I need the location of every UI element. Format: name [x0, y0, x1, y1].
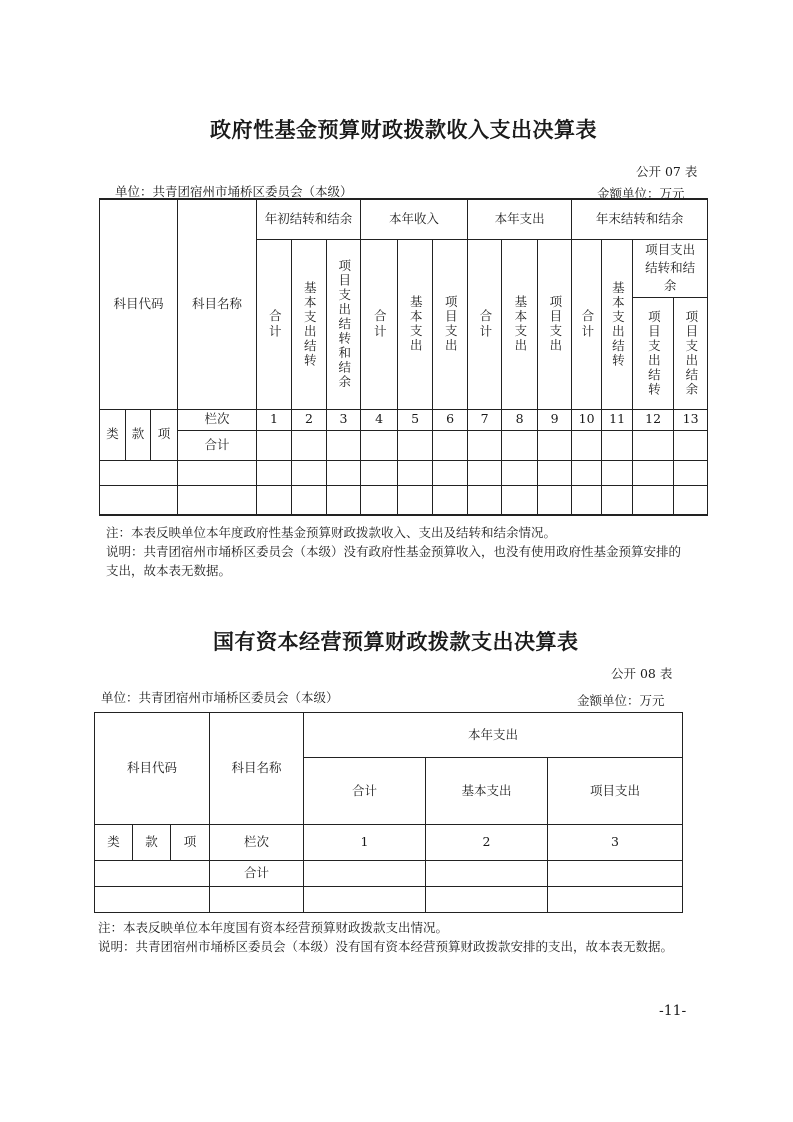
begin-basic-carry-header: 基本支出结转 [292, 239, 327, 409]
table-cell [468, 460, 502, 485]
t2-lei-label: 类 [95, 825, 133, 861]
table-cell [100, 460, 178, 485]
table-cell [304, 861, 426, 887]
table-cell [257, 430, 292, 460]
t2-expense-header: 本年支出 [304, 713, 683, 758]
row-index-label: 栏次 [178, 409, 257, 430]
t2-subject-code-header: 科目代码 [95, 713, 210, 825]
table-cell [468, 430, 502, 460]
table-cell [433, 430, 468, 460]
table-cell [572, 430, 602, 460]
table-cell [257, 485, 292, 515]
col-number: 2 [292, 409, 327, 430]
table-cell [327, 430, 361, 460]
t2-subject-name-header: 科目名称 [210, 713, 304, 825]
table-cell [633, 430, 674, 460]
end-project-carry-header: 项目支出结转 [633, 297, 674, 409]
income-basic-header: 基本支出 [398, 239, 433, 409]
table-cell [292, 460, 327, 485]
col-number: 5 [398, 409, 433, 430]
xiang-label: 项 [151, 409, 178, 460]
table1-amount-unit: 金额单位：万元 [597, 186, 685, 201]
table-cell [361, 460, 398, 485]
table-cell [572, 460, 602, 485]
table-cell [426, 887, 548, 913]
table-cell [292, 485, 327, 515]
table-cell [602, 460, 633, 485]
expense-header: 本年支出 [468, 199, 572, 239]
table-cell [538, 485, 572, 515]
table1 [99, 198, 708, 516]
begin-carry-header: 年初结转和结余 [257, 199, 361, 239]
t2-col-number: 3 [548, 825, 683, 861]
table2-title: 国有资本经营预算财政拨款支出决算表 [213, 630, 579, 654]
table2-amount-unit: 金额单位：万元 [577, 693, 665, 708]
t2-basic-header: 基本支出 [426, 758, 548, 825]
table-cell [602, 485, 633, 515]
table-cell [100, 485, 178, 515]
table-cell [327, 485, 361, 515]
table-cell [398, 430, 433, 460]
expense-basic-header: 基本支出 [502, 239, 538, 409]
begin-total-header: 合计 [257, 239, 292, 409]
table2-unit: 单位：共青团宿州市埇桥区委员会（本级） [101, 690, 339, 705]
kuan-label: 款 [126, 409, 151, 460]
end-total-header: 合计 [572, 239, 602, 409]
table-cell [95, 861, 210, 887]
table2 [94, 712, 683, 913]
begin-project-carry-surplus-header: 项目支出结转和结余 [327, 239, 361, 409]
t2-project-header: 项目支出 [548, 758, 683, 825]
col-number: 4 [361, 409, 398, 430]
table1-explanation: 说明：共青团宿州市埇桥区委员会（本级）没有政府性基金预算收入，也没有使用政府性基金预算安排的支出，故本表无数据。 [106, 544, 682, 578]
table-cell [327, 460, 361, 485]
table-cell [502, 460, 538, 485]
t2-row-index-label: 栏次 [210, 825, 304, 861]
row-total-label: 合计 [178, 430, 257, 460]
table-cell [674, 430, 708, 460]
col-number: 11 [602, 409, 633, 430]
col-number: 6 [433, 409, 468, 430]
table-cell [502, 430, 538, 460]
table-cell [361, 430, 398, 460]
col-number: 10 [572, 409, 602, 430]
table-cell [426, 861, 548, 887]
table-cell [398, 460, 433, 485]
table-cell [572, 485, 602, 515]
table-cell [633, 485, 674, 515]
table-cell [538, 430, 572, 460]
t2-total-header: 合计 [304, 758, 426, 825]
expense-total-header: 合计 [468, 239, 502, 409]
page-number: -11- [659, 1003, 687, 1019]
income-project-header: 项目支出 [433, 239, 468, 409]
table1-title: 政府性基金预算财政拨款收入支出决算表 [210, 118, 597, 142]
table-cell [468, 485, 502, 515]
table2-code: 公开 08 表 [611, 666, 673, 681]
t2-xiang-label: 项 [171, 825, 210, 861]
col-number: 8 [502, 409, 538, 430]
table1-unit: 单位：共青团宿州市埇桥区委员会（本级） [115, 184, 353, 199]
table-cell [433, 460, 468, 485]
t2-row-total-label: 合计 [210, 861, 304, 887]
end-basic-carry-header: 基本支出结转 [602, 239, 633, 409]
table2-note: 注：本表反映单位本年度国有资本经营预算财政拨款支出情况。 [98, 920, 449, 935]
end-carry-header: 年末结转和结余 [572, 199, 708, 239]
t2-col-number: 1 [304, 825, 426, 861]
table-cell [361, 485, 398, 515]
table-cell [674, 460, 708, 485]
table-cell [95, 887, 210, 913]
t2-kuan-label: 款 [133, 825, 171, 861]
table-cell [602, 430, 633, 460]
table-cell [398, 485, 433, 515]
subject-code-header: 科目代码 [100, 199, 178, 409]
table-cell [502, 485, 538, 515]
table-cell [548, 861, 683, 887]
income-total-header: 合计 [361, 239, 398, 409]
subject-name-header: 科目名称 [178, 199, 257, 409]
table-cell [292, 430, 327, 460]
col-number: 7 [468, 409, 502, 430]
table-cell [633, 460, 674, 485]
table-cell [210, 887, 304, 913]
table1-code: 公开 07 表 [636, 164, 698, 179]
table-cell [674, 485, 708, 515]
table-cell [433, 485, 468, 515]
col-number: 13 [674, 409, 708, 430]
col-number: 12 [633, 409, 674, 430]
income-header: 本年收入 [361, 199, 468, 239]
col-number: 1 [257, 409, 292, 430]
expense-project-header: 项目支出 [538, 239, 572, 409]
table1-note: 注：本表反映单位本年度政府性基金预算财政拨款收入、支出及结转和结余情况。 [106, 525, 557, 540]
t2-col-number: 2 [426, 825, 548, 861]
table-cell [178, 485, 257, 515]
table-cell [304, 887, 426, 913]
col-number: 3 [327, 409, 361, 430]
end-project-surplus-header: 项目支出结余 [674, 297, 708, 409]
table-cell [538, 460, 572, 485]
end-project-carry-surplus-header: 项目支出结转和结余 [633, 239, 708, 297]
col-number: 9 [538, 409, 572, 430]
table-cell [257, 460, 292, 485]
table2-explanation: 说明：共青团宿州市埇桥区委员会（本级）没有国有资本经营预算财政拨款安排的支出，故本表无数据。 [98, 939, 674, 954]
table-cell [178, 460, 257, 485]
table-cell [548, 887, 683, 913]
lei-label: 类 [100, 409, 126, 460]
